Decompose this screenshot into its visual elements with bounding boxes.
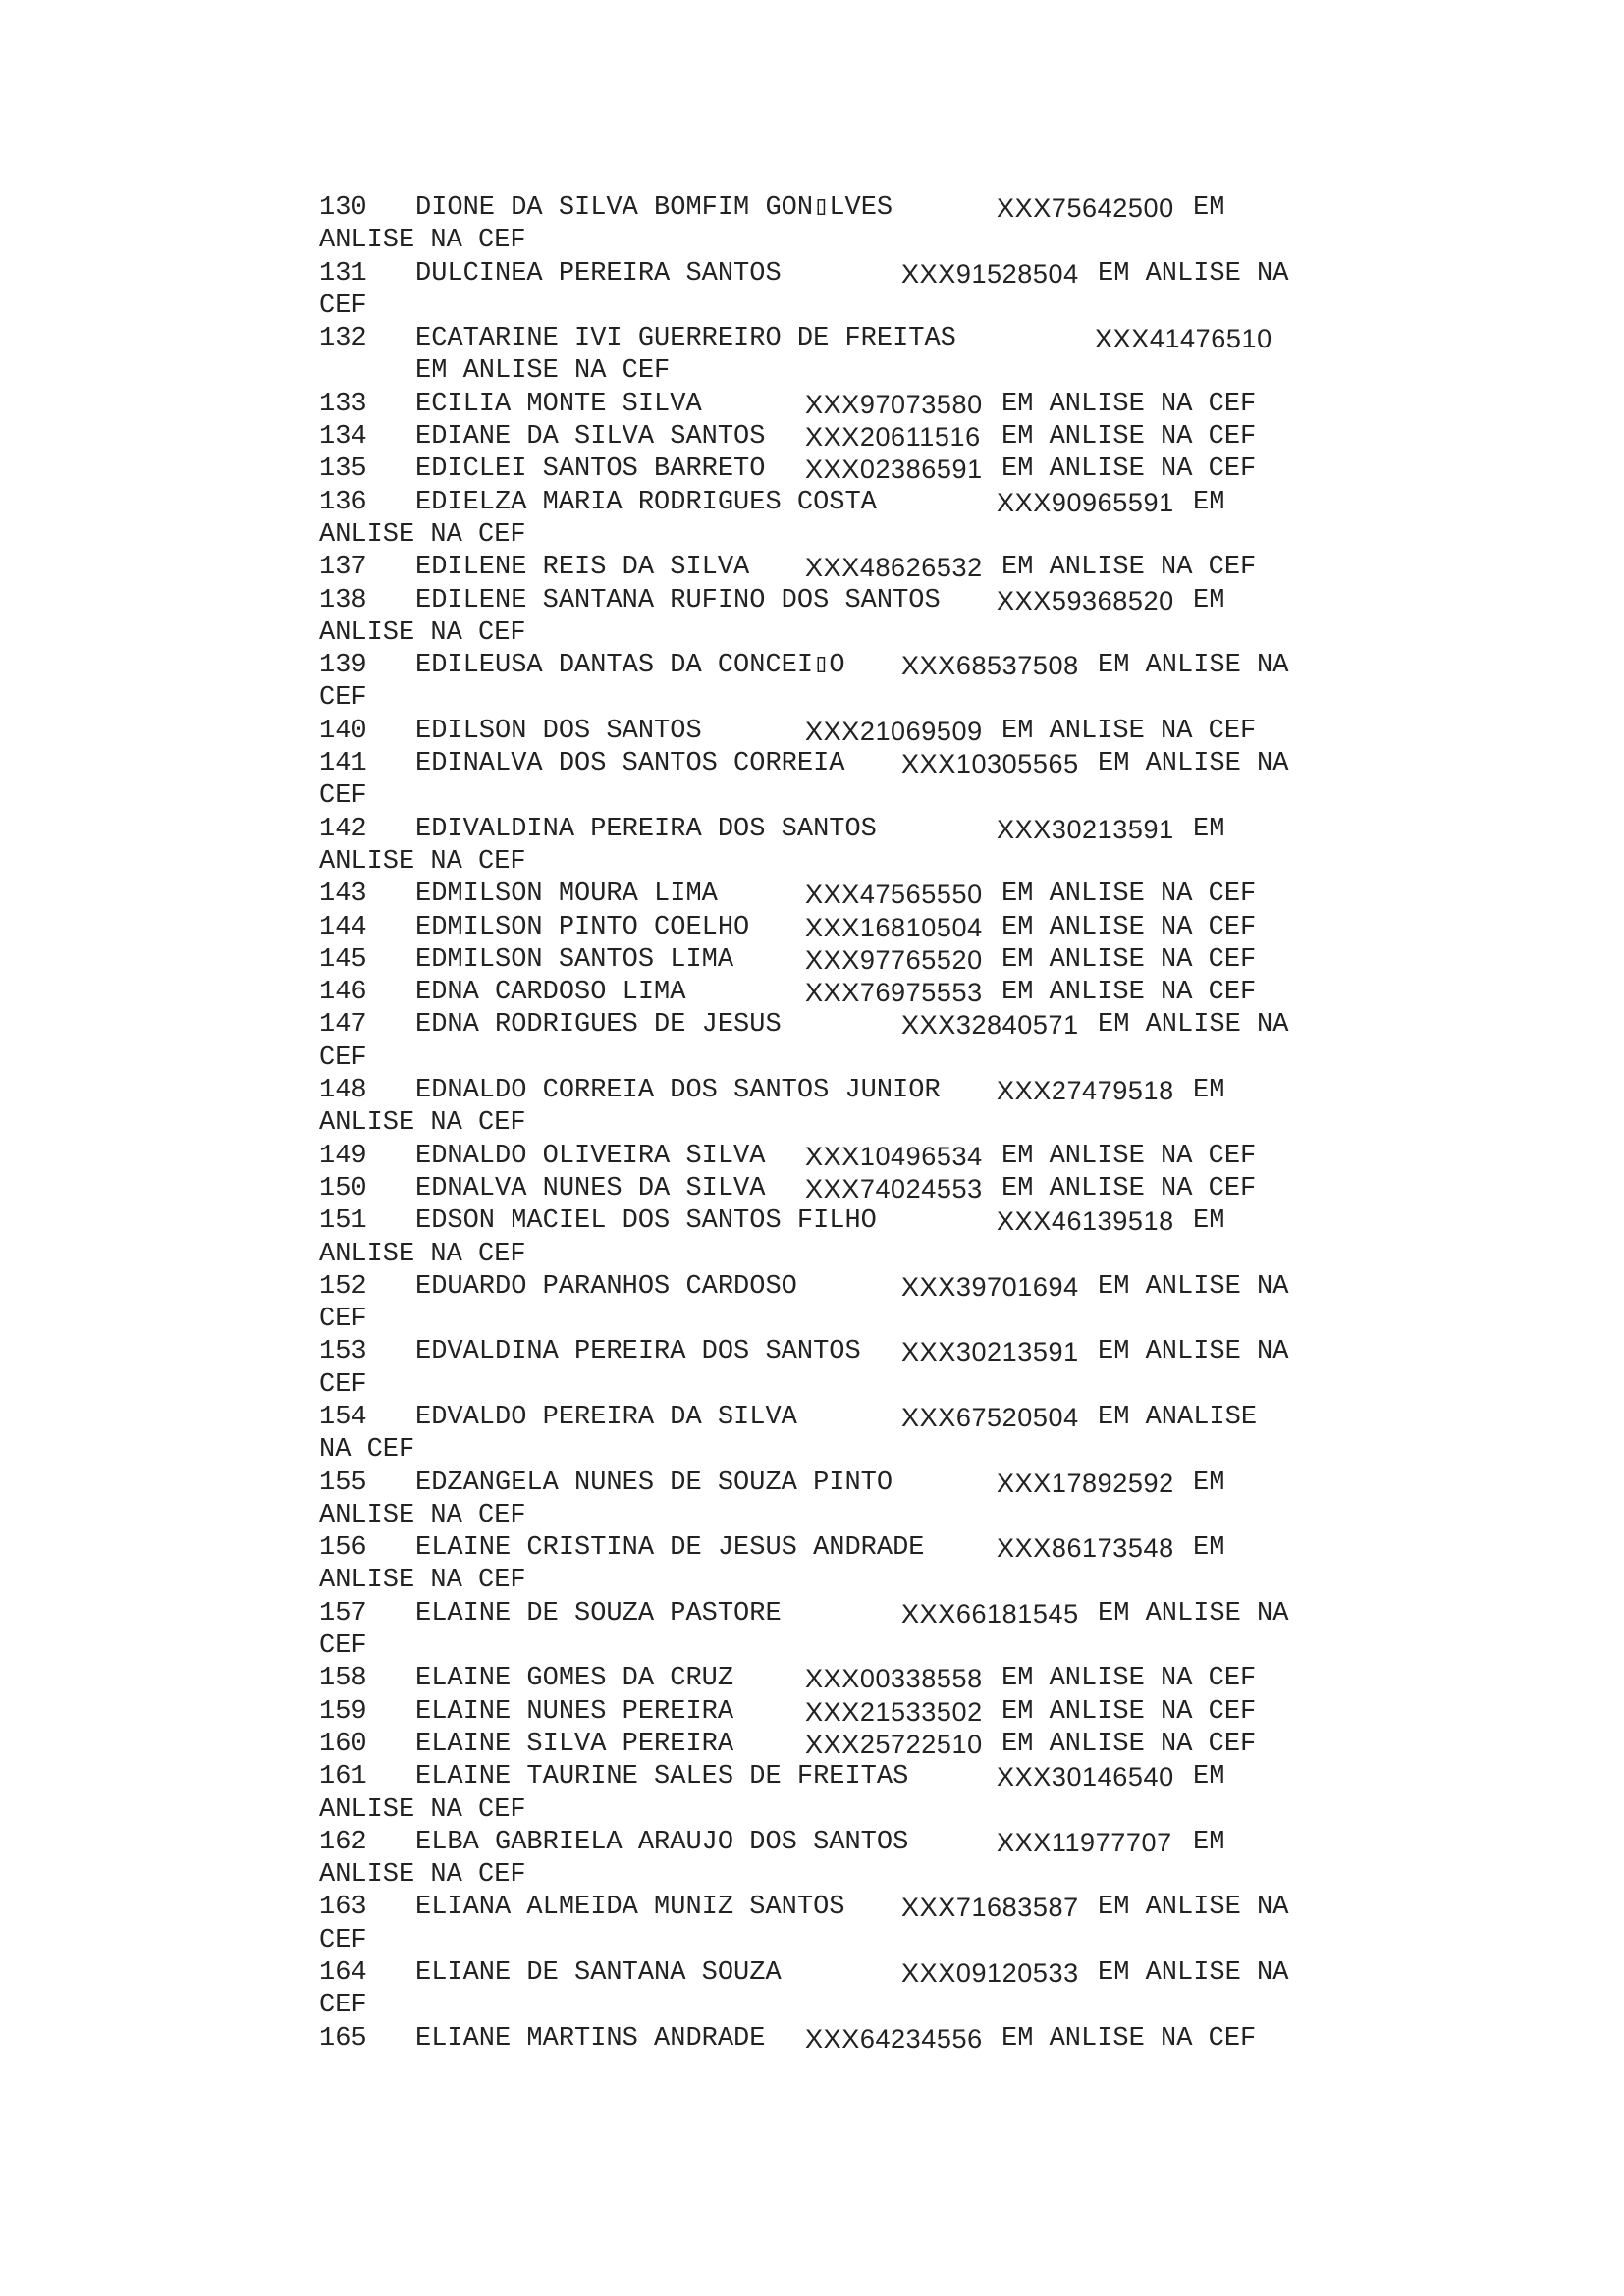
status-text-continued: CEF bbox=[319, 1925, 367, 1955]
row-number: 144 bbox=[319, 912, 367, 942]
row-number: 152 bbox=[319, 1271, 367, 1302]
row-number: 157 bbox=[319, 1598, 367, 1629]
list-row bbox=[319, 1009, 1321, 1041]
beneficiary-name: ELAINE GOMES DA CRUZ bbox=[415, 1664, 734, 1694]
row-number: 133 bbox=[319, 389, 367, 419]
masked-id: XXX16810504 bbox=[805, 912, 983, 942]
beneficiary-name: EDSON MACIEL DOS SANTOS FILHO bbox=[415, 1206, 877, 1237]
status-text: EM ANLISE NA bbox=[1098, 1337, 1289, 1367]
status-text-continued: ANLISE NA CEF bbox=[319, 846, 526, 877]
beneficiary-name: ELAINE NUNES PEREIRA bbox=[415, 1696, 734, 1727]
status-continuation-row bbox=[319, 780, 1321, 813]
masked-id: XXX21533502 bbox=[805, 1696, 983, 1727]
masked-id: XXX10496534 bbox=[805, 1141, 983, 1171]
status-text: EM ANLISE NA bbox=[1098, 258, 1289, 289]
list-row bbox=[319, 192, 1321, 225]
status-text: EM ANLISE NA CEF bbox=[1001, 454, 1257, 485]
status-continuation-row bbox=[319, 1434, 1321, 1467]
status-text: EM bbox=[1193, 487, 1225, 517]
masked-id: XXX71683587 bbox=[901, 1893, 1079, 1923]
list-row bbox=[319, 1729, 1321, 1761]
status-continuation-row bbox=[319, 1565, 1321, 1597]
beneficiary-name: EDNALVA NUNES DA SILVA bbox=[415, 1173, 766, 1203]
row-number: 145 bbox=[319, 944, 367, 975]
list-row bbox=[319, 1173, 1321, 1205]
status-continuation-row bbox=[319, 1369, 1321, 1402]
list-row bbox=[319, 585, 1321, 617]
list-row bbox=[319, 421, 1321, 454]
row-number: 162 bbox=[319, 1827, 367, 1857]
status-text: EM ANLISE NA CEF bbox=[1001, 978, 1257, 1008]
status-text: EM ANLISE NA bbox=[1098, 1010, 1289, 1041]
row-number: 139 bbox=[319, 651, 367, 681]
status-continuation-row bbox=[319, 291, 1321, 323]
beneficiary-name: DULCINEA PEREIRA SANTOS bbox=[415, 258, 782, 289]
row-number: 155 bbox=[319, 1468, 367, 1498]
masked-id: XXX21069509 bbox=[805, 716, 983, 746]
list-row bbox=[319, 487, 1321, 519]
status-text-continued: ANLISE NA CEF bbox=[319, 1566, 526, 1596]
status-text-continued: ANLISE NA CEF bbox=[319, 617, 526, 648]
beneficiary-name: EDUARDO PARANHOS CARDOSO bbox=[415, 1271, 797, 1302]
list-row bbox=[319, 1957, 1321, 1990]
masked-id: XXX39701694 bbox=[901, 1271, 1079, 1302]
masked-id: XXX32840571 bbox=[901, 1010, 1079, 1041]
list-row bbox=[319, 552, 1321, 584]
masked-id: XXX91528504 bbox=[901, 258, 1079, 289]
row-number: 159 bbox=[319, 1696, 367, 1727]
beneficiary-name: ECILIA MONTE SILVA bbox=[415, 389, 702, 419]
list-row bbox=[319, 323, 1321, 355]
masked-id: XXX47565550 bbox=[805, 880, 983, 910]
list-row bbox=[319, 879, 1321, 911]
list-row bbox=[319, 2023, 1321, 2056]
status-text: EM ANLISE NA CEF bbox=[1001, 1729, 1257, 1759]
status-text-continued: CEF bbox=[319, 1631, 367, 1662]
status-text: EM ANLISE NA CEF bbox=[1001, 422, 1257, 453]
row-number: 161 bbox=[319, 1762, 367, 1792]
status-continuation-row bbox=[319, 355, 1321, 388]
row-number: 143 bbox=[319, 880, 367, 910]
list-row bbox=[319, 1141, 1321, 1173]
status-text: EM ANLISE NA CEF bbox=[1001, 716, 1257, 746]
status-text: EM bbox=[1193, 1206, 1225, 1237]
list-row bbox=[319, 1892, 1321, 1924]
status-text: EM ANLISE NA CEF bbox=[1001, 389, 1257, 419]
status-text: EM ANLISE NA CEF bbox=[1001, 2023, 1257, 2054]
status-text: EM ANLISE NA bbox=[1098, 749, 1289, 779]
status-continuation-row bbox=[319, 1239, 1321, 1271]
row-number: 156 bbox=[319, 1533, 367, 1564]
row-number: 153 bbox=[319, 1337, 367, 1367]
status-text: EM ANLISE NA CEF bbox=[1001, 880, 1257, 910]
row-number: 149 bbox=[319, 1141, 367, 1171]
list-row bbox=[319, 258, 1321, 291]
beneficiary-name: ELIANE DE SANTANA SOUZA bbox=[415, 1958, 782, 1989]
list-row bbox=[319, 1402, 1321, 1434]
list-row bbox=[319, 1696, 1321, 1729]
status-text: EM ANALISE bbox=[1098, 1402, 1258, 1432]
status-text: EM bbox=[1193, 814, 1225, 844]
list-row bbox=[319, 1663, 1321, 1695]
masked-id: XXX00338558 bbox=[805, 1664, 983, 1694]
status-text: EM bbox=[1193, 1533, 1225, 1564]
status-text-continued: CEF bbox=[319, 781, 367, 812]
status-text: EM bbox=[1193, 193, 1225, 223]
row-number: 150 bbox=[319, 1173, 367, 1203]
beneficiary-name: EDILENE SANTANA RUFINO DOS SANTOS bbox=[415, 585, 941, 615]
status-text-continued: ANLISE NA CEF bbox=[319, 1108, 526, 1139]
status-text-continued: CEF bbox=[319, 1369, 367, 1400]
list-row bbox=[319, 814, 1321, 846]
masked-id: XXX17892592 bbox=[997, 1468, 1174, 1498]
masked-id: XXX97765520 bbox=[805, 944, 983, 975]
masked-id: XXX97073580 bbox=[805, 389, 983, 419]
masked-id: XXX64234556 bbox=[805, 2023, 983, 2054]
row-number: 142 bbox=[319, 814, 367, 844]
status-text: EM ANLISE NA CEF bbox=[1001, 1664, 1257, 1694]
list-row bbox=[319, 1271, 1321, 1304]
masked-id: XXX30213591 bbox=[997, 814, 1174, 844]
status-text-continued: CEF bbox=[319, 1991, 367, 2021]
beneficiary-name: ELAINE CRISTINA DE JESUS ANDRADE bbox=[415, 1533, 925, 1564]
masked-id: XXX86173548 bbox=[997, 1533, 1174, 1564]
row-number: 151 bbox=[319, 1206, 367, 1237]
masked-id: XXX74024553 bbox=[805, 1173, 983, 1203]
status-continuation-row bbox=[319, 1794, 1321, 1827]
row-number: 131 bbox=[319, 258, 367, 289]
status-text: EM ANLISE NA bbox=[1098, 1271, 1289, 1302]
status-text-continued: ANLISE NA CEF bbox=[319, 1500, 526, 1530]
row-number: 130 bbox=[319, 193, 367, 223]
status-continuation-row bbox=[319, 1630, 1321, 1663]
list-row bbox=[319, 650, 1321, 682]
list-row bbox=[319, 389, 1321, 421]
beneficiary-name: EDZANGELA NUNES DE SOUZA PINTO bbox=[415, 1468, 893, 1498]
masked-id: XXX09120533 bbox=[901, 1958, 1079, 1989]
row-number: 134 bbox=[319, 422, 367, 453]
list-row bbox=[319, 1827, 1321, 1859]
beneficiary-name: ELAINE SILVA PEREIRA bbox=[415, 1729, 734, 1759]
beneficiary-name: EDMILSON SANTOS LIMA bbox=[415, 944, 734, 975]
masked-id: XXX25722510 bbox=[805, 1729, 983, 1759]
status-text-continued: ANLISE NA CEF bbox=[319, 519, 526, 550]
beneficiary-name: ELIANE MARTINS ANDRADE bbox=[415, 2023, 766, 2054]
row-number: 136 bbox=[319, 487, 367, 517]
status-text: EM ANLISE NA CEF bbox=[1001, 944, 1257, 975]
row-number: 138 bbox=[319, 585, 367, 615]
masked-id: XXX27479518 bbox=[997, 1076, 1174, 1106]
status-text-continued: CEF bbox=[319, 1042, 367, 1073]
row-number: 160 bbox=[319, 1729, 367, 1759]
list-row bbox=[319, 1336, 1321, 1368]
list-row bbox=[319, 1761, 1321, 1793]
masked-id: XXX02386591 bbox=[805, 454, 983, 485]
row-number: 163 bbox=[319, 1893, 367, 1923]
beneficiary-name: ELIANA ALMEIDA MUNIZ SANTOS bbox=[415, 1893, 845, 1923]
list-row bbox=[319, 1598, 1321, 1630]
row-number: 148 bbox=[319, 1076, 367, 1106]
list-row bbox=[319, 716, 1321, 748]
status-text-continued: ANLISE NA CEF bbox=[319, 226, 526, 256]
beneficiary-name: EDILENE REIS DA SILVA bbox=[415, 553, 750, 583]
masked-id: XXX20611516 bbox=[805, 422, 981, 453]
list-row bbox=[319, 977, 1321, 1009]
status-text: EM ANLISE NA bbox=[1098, 1958, 1289, 1989]
list-row bbox=[319, 748, 1321, 780]
list-row bbox=[319, 454, 1321, 486]
row-number: 154 bbox=[319, 1402, 367, 1432]
beneficiary-name: ECATARINE IVI GUERREIRO DE FREITAS bbox=[415, 324, 956, 354]
list-row bbox=[319, 912, 1321, 944]
masked-id: XXX67520504 bbox=[901, 1402, 1079, 1432]
masked-id: XXX10305565 bbox=[901, 749, 1079, 779]
status-continuation-row bbox=[319, 1304, 1321, 1336]
beneficiary-name: EDIANE DA SILVA SANTOS bbox=[415, 422, 766, 453]
status-text-continued: ANLISE NA CEF bbox=[319, 1239, 526, 1269]
status-text: EM ANLISE NA CEF bbox=[1001, 912, 1257, 942]
status-text: EM bbox=[1193, 1827, 1225, 1857]
status-text: EM ANLISE NA bbox=[1098, 651, 1289, 681]
beneficiary-name: DIONE DA SILVA BOMFIM GON▯LVES bbox=[415, 193, 893, 223]
status-continuation-row bbox=[319, 225, 1321, 257]
list-row bbox=[319, 1075, 1321, 1107]
status-continuation-row bbox=[319, 1042, 1321, 1075]
row-number: 140 bbox=[319, 716, 367, 746]
beneficiary-name: EDNALDO OLIVEIRA SILVA bbox=[415, 1141, 766, 1171]
row-number: 165 bbox=[319, 2023, 367, 2054]
status-continuation-row bbox=[319, 1107, 1321, 1140]
status-continuation-row bbox=[319, 846, 1321, 879]
list-row bbox=[319, 1532, 1321, 1565]
masked-id: XXX46139518 bbox=[997, 1206, 1174, 1237]
list-row bbox=[319, 944, 1321, 977]
beneficiary-name: EDVALDINA PEREIRA DOS SANTOS bbox=[415, 1337, 861, 1367]
row-number: 147 bbox=[319, 1010, 367, 1041]
row-number: 158 bbox=[319, 1664, 367, 1694]
list-row bbox=[319, 1468, 1321, 1500]
status-continuation-row bbox=[319, 1990, 1321, 2022]
status-continuation-row bbox=[319, 1859, 1321, 1892]
beneficiary-name: ELAINE DE SOUZA PASTORE bbox=[415, 1598, 782, 1629]
status-continuation-row bbox=[319, 1925, 1321, 1957]
status-text-continued: CEF bbox=[319, 1305, 367, 1335]
status-text-continued: EM ANLISE NA CEF bbox=[415, 356, 671, 387]
beneficiary-name: ELAINE TAURINE SALES DE FREITAS bbox=[415, 1762, 909, 1792]
beneficiary-name: EDIVALDINA PEREIRA DOS SANTOS bbox=[415, 814, 877, 844]
beneficiary-name: EDICLEI SANTOS BARRETO bbox=[415, 454, 766, 485]
status-text: EM ANLISE NA CEF bbox=[1001, 553, 1257, 583]
status-text: EM bbox=[1193, 585, 1225, 615]
list-row bbox=[319, 1205, 1321, 1238]
masked-id: XXX68537508 bbox=[901, 651, 1079, 681]
status-continuation-row bbox=[319, 1500, 1321, 1532]
masked-id: XXX30213591 bbox=[901, 1337, 1079, 1367]
status-text: EM ANLISE NA bbox=[1098, 1893, 1289, 1923]
beneficiary-name: ELBA GABRIELA ARAUJO DOS SANTOS bbox=[415, 1827, 909, 1857]
masked-id: XXX76975553 bbox=[805, 978, 983, 1008]
row-number: 132 bbox=[319, 324, 367, 354]
beneficiary-name: EDILSON DOS SANTOS bbox=[415, 716, 702, 746]
masked-id: XXX59368520 bbox=[997, 585, 1174, 615]
beneficiary-name: EDNA CARDOSO LIMA bbox=[415, 978, 686, 1008]
status-text: EM bbox=[1193, 1076, 1225, 1106]
status-continuation-row bbox=[319, 617, 1321, 650]
masked-id: XXX66181545 bbox=[901, 1598, 1079, 1629]
masked-id: XXX90965591 bbox=[997, 487, 1174, 517]
status-text: EM ANLISE NA bbox=[1098, 1598, 1289, 1629]
status-text-continued: CEF bbox=[319, 683, 367, 714]
beneficiary-name: EDNALDO CORREIA DOS SANTOS JUNIOR bbox=[415, 1076, 941, 1106]
row-number: 137 bbox=[319, 553, 367, 583]
status-text-continued: ANLISE NA CEF bbox=[319, 1794, 526, 1825]
status-text: EM bbox=[1193, 1468, 1225, 1498]
status-continuation-row bbox=[319, 682, 1321, 715]
masked-id: XXX75642500 bbox=[997, 193, 1174, 223]
status-text-continued: ANLISE NA CEF bbox=[319, 1860, 526, 1891]
status-text: EM ANLISE NA CEF bbox=[1001, 1696, 1257, 1727]
beneficiary-name: EDIELZA MARIA RODRIGUES COSTA bbox=[415, 487, 877, 517]
beneficiary-name: EDNA RODRIGUES DE JESUS bbox=[415, 1010, 782, 1041]
beneficiary-name: EDMILSON PINTO COELHO bbox=[415, 912, 750, 942]
row-number: 141 bbox=[319, 749, 367, 779]
masked-id: XXX11977707 bbox=[997, 1827, 1172, 1857]
row-number: 164 bbox=[319, 1958, 367, 1989]
status-text-continued: CEF bbox=[319, 291, 367, 321]
row-number: 135 bbox=[319, 454, 367, 485]
masked-id: XXX30146540 bbox=[997, 1762, 1174, 1792]
beneficiary-name: EDMILSON MOURA LIMA bbox=[415, 880, 718, 910]
status-text-continued: NA CEF bbox=[319, 1435, 415, 1466]
status-continuation-row bbox=[319, 519, 1321, 552]
status-text: EM ANLISE NA CEF bbox=[1001, 1173, 1257, 1203]
status-text: EM ANLISE NA CEF bbox=[1001, 1141, 1257, 1171]
beneficiary-name: EDILEUSA DANTAS DA CONCEI▯O bbox=[415, 651, 845, 681]
beneficiary-name: EDINALVA DOS SANTOS CORREIA bbox=[415, 749, 845, 779]
row-number: 146 bbox=[319, 978, 367, 1008]
beneficiary-list bbox=[319, 192, 1321, 2056]
masked-id: XXX41476510 bbox=[1095, 324, 1272, 354]
beneficiary-name: EDVALDO PEREIRA DA SILVA bbox=[415, 1402, 797, 1432]
status-text: EM bbox=[1193, 1762, 1225, 1792]
masked-id: XXX48626532 bbox=[805, 553, 983, 583]
